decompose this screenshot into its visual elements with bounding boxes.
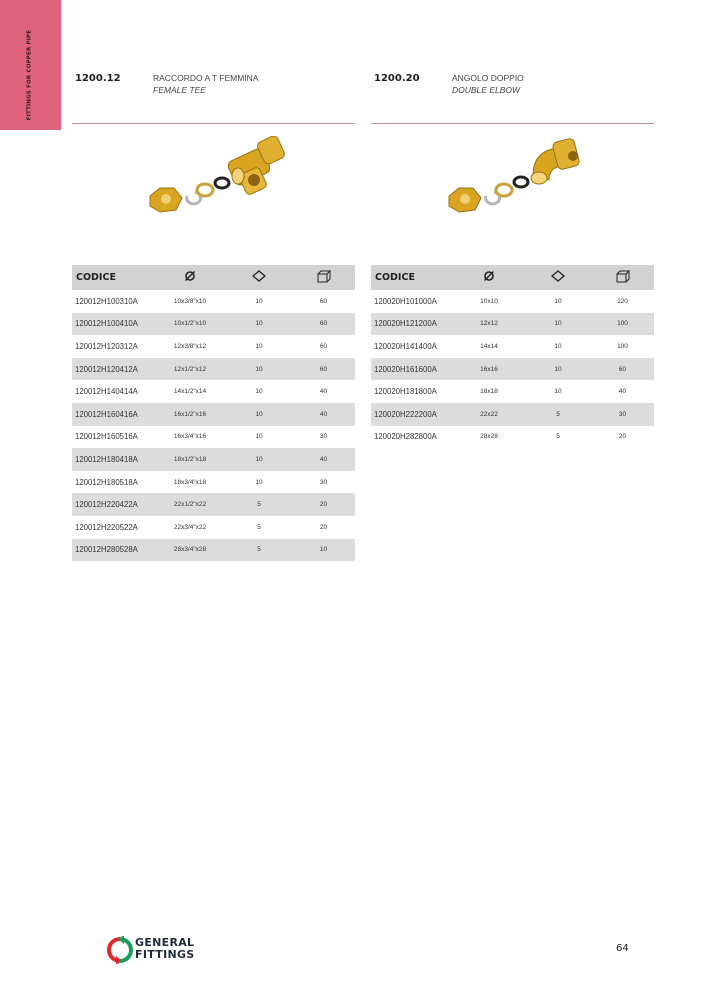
table-row [72,358,355,381]
cell-pack: 10 [554,388,562,396]
cell-size: 18x3/4"x18 [173,478,207,486]
logo-wordmark [135,937,195,961]
cell-code: 120012H100310A [75,296,138,306]
cell-box: 20 [618,433,627,441]
cell-box: 40 [618,388,627,396]
cell-code: 120012H160416A [75,409,138,419]
product-name-english: FEMALE TEE [153,85,206,95]
table-row [72,380,355,403]
cell-pack: 10 [255,365,263,373]
logo-line-1: GENERAL [135,936,195,949]
cell-box: 40 [319,388,328,396]
cell-code: 120020H222200A [374,409,437,419]
table-row [72,448,355,471]
logo-line-2: FITTINGS [135,948,195,961]
table-row [371,358,654,381]
table-row [72,290,355,313]
cell-pack: 10 [554,297,562,305]
cell-code: 120012H220522A [75,522,138,532]
cell-code: 120012H160516A [75,432,138,442]
cell-code: 120020H121200A [374,319,437,329]
cell-code: 120020H181800A [374,387,437,397]
table-row [371,290,654,313]
product-photo-female-tee [72,124,355,265]
cell-pack: 5 [556,433,560,441]
cell-code: 120020H101000A [374,296,437,306]
general-fittings-logo [106,936,216,966]
section-header [371,68,654,124]
cell-pack: 10 [255,410,263,418]
cell-pack: 10 [554,365,562,373]
cell-box: 40 [319,455,328,463]
cell-code: 120012H120312A [75,341,138,351]
side-category-label: FITTINGS FOR COPPER PIPE [26,29,33,121]
table-row [371,313,654,336]
box-quantity-icon [591,265,654,290]
cell-pack: 10 [255,342,263,350]
table-row [371,335,654,358]
table-row [72,471,355,494]
cell-code: 120020H141400A [374,341,437,351]
table-row [72,426,355,449]
wrench-size-icon [525,265,591,290]
cell-size: 16x1/2"x16 [173,410,207,418]
cell-box: 40 [319,410,328,418]
product-name-italian: RACCORDO A T FEMMINA [153,73,259,83]
cell-pack: 10 [255,478,263,486]
product-name-italian: ANGOLO DOPPIO [452,73,524,83]
cell-code: 120012H120412A [75,364,138,374]
cell-box: 60 [319,297,328,305]
cell-box: 120 [617,297,628,305]
cell-box: 10 [319,546,328,554]
cell-size: 18x1/2"x18 [173,455,207,463]
product-photo-double-elbow [371,124,654,265]
cell-box: 100 [617,320,628,328]
cell-code: 120012H280528A [75,545,138,555]
table-row [72,313,355,336]
logo-arrows-icon [106,936,134,964]
product-name-english: DOUBLE ELBOW [452,85,521,95]
cell-code: 120020H161600A [374,364,437,374]
cell-pack: 5 [257,523,261,531]
cell-code: 120012H180418A [75,454,138,464]
product-code: 1200.20 [374,73,420,84]
column-header-code: CODICE [375,272,415,283]
cell-code: 120012H180518A [75,477,138,487]
cell-code: 120020H282800A [374,432,437,442]
cell-code: 120012H220422A [75,500,138,510]
compression-nut-image [150,188,182,212]
cell-size: 22x1/2"x22 [173,501,207,509]
table-header-row [371,265,654,290]
table-row [72,403,355,426]
cell-code: 120012H140414A [75,387,138,397]
cell-box: 100 [617,342,628,350]
cell-size: 10x3/8"x10 [173,297,207,305]
cell-size: 14x1/2"x14 [173,388,207,396]
table-row [72,516,355,539]
cell-pack: 10 [255,297,263,305]
cell-size: 22x22 [480,410,498,418]
elbow-body-image [531,138,580,184]
cell-size: 16x3/4"x16 [173,433,207,441]
cell-pack: 10 [554,320,562,328]
side-category-tab [0,0,61,130]
product-section-double-elbow [371,68,654,448]
table-row [72,539,355,562]
cell-pack: 10 [255,388,263,396]
cell-size: 14x14 [480,342,498,350]
wrench-size-icon [226,265,292,290]
cell-pack: 5 [556,410,560,418]
cell-size: 10x10 [480,297,498,305]
cell-box: 60 [618,365,627,373]
table-row [72,335,355,358]
product-table-double-elbow [371,265,654,448]
cell-size: 12x12 [480,320,498,328]
cell-size: 12x1/2"x12 [173,365,207,373]
cell-box: 30 [319,433,328,441]
cell-box: 20 [319,523,328,531]
section-header [72,68,355,124]
cell-size: 28x3/4"x28 [173,546,207,554]
cell-pack: 10 [255,320,263,328]
cell-box: 60 [319,365,328,373]
cell-box: 60 [319,320,328,328]
cell-size: 16x16 [480,365,498,373]
cell-code: 120012H100410A [75,319,138,329]
compression-nut-image [449,188,481,212]
diameter-icon [154,265,226,290]
product-table-female-tee [72,265,355,561]
diameter-icon [453,265,525,290]
cell-pack: 5 [257,501,261,509]
cell-pack: 5 [257,546,261,554]
table-header-row [72,265,355,290]
table-row [371,380,654,403]
cell-box: 30 [618,410,627,418]
cell-size: 22x3/4"x22 [173,523,207,531]
table-row [371,403,654,426]
cell-box: 30 [319,478,328,486]
cell-size: 28x28 [480,433,498,441]
cell-size: 18x18 [480,388,498,396]
column-header-code: CODICE [76,272,116,283]
cell-size: 12x3/8"x12 [173,342,207,350]
table-row [72,493,355,516]
cell-box: 60 [319,342,328,350]
page-number: 64 [616,943,629,954]
tee-body-image [226,136,286,196]
cell-pack: 10 [255,455,263,463]
box-quantity-icon [292,265,355,290]
table-row [371,426,654,449]
cell-pack: 10 [554,342,562,350]
product-code: 1200.12 [75,73,121,84]
cell-box: 20 [319,501,328,509]
product-section-female-tee [72,68,355,561]
cell-pack: 10 [255,433,263,441]
cell-size: 10x1/2"x10 [173,320,207,328]
